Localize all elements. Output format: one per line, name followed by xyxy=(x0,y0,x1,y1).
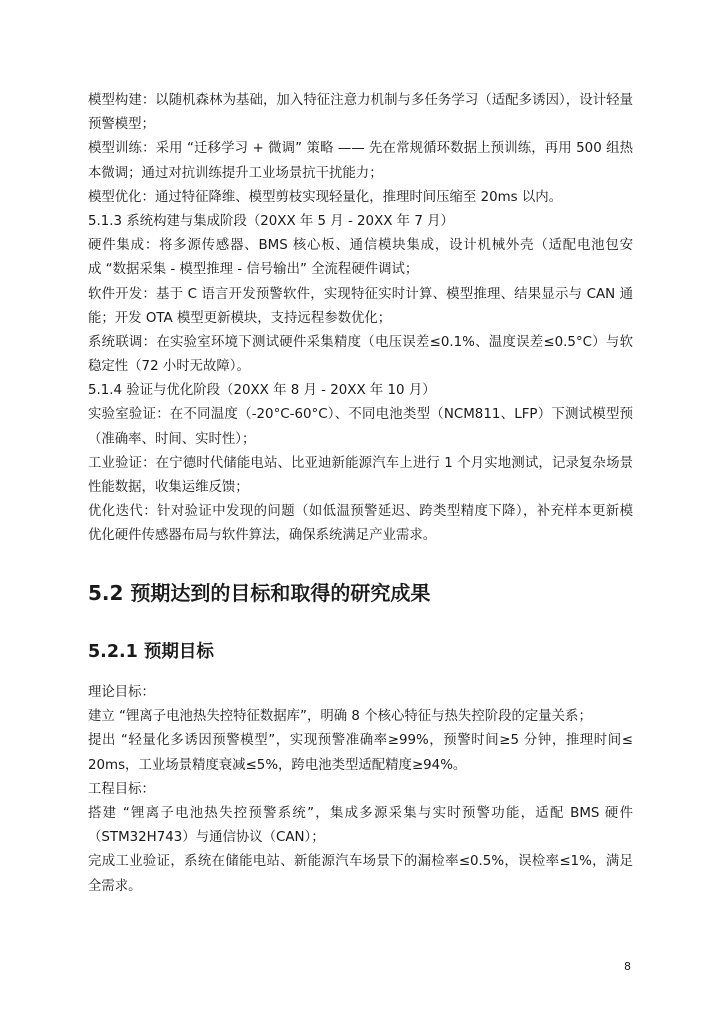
text-line: 能；开发 OTA 模型更新模块，支持远程参数优化； xyxy=(88,310,392,326)
text-line: 预警模型； xyxy=(88,117,155,133)
text-line: 成 “数据采集 - 模型推理 - 信号输出” 全流程硬件调试； xyxy=(88,262,419,278)
text-line: 20ms，工业场景精度衰减≤5%，跨电池类型适配精度≥94%。 xyxy=(88,757,467,773)
text-line: 搭建 “锂离子电池热失控预警系统”，集成多源采集与实时预警功能，适配 BMS 硬件 xyxy=(88,805,633,821)
text-line: （STM32H743）与通信协议（CAN）； xyxy=(88,830,325,846)
text-line: 硬件集成：将多源传感器、BMS 核心板、通信模块集成，设计机械外壳（适配电池包安 xyxy=(88,238,633,254)
text-line: 5.1.3 系统构建与集成阶段（20XX 年 5 月 - 20XX 年 7 月） xyxy=(88,213,454,229)
heading-5-2: 5.2 预期达到的目标和取得的研究成果 xyxy=(88,581,431,605)
text-line: 性能数据，收集运维反馈； xyxy=(88,480,249,495)
text-line: 全需求。 xyxy=(88,878,142,894)
text-line: 软件开发：基于 C 语言开发预警软件，实现特征实时计算、模型推理、结果显示与 CAN 通 xyxy=(88,286,633,302)
text-line: 模型优化：通过特征降维、模型剪枝实现轻量化，推理时间压缩至 20ms 以内。 xyxy=(88,189,563,205)
text-line: 系统联调：在实验室环境下测试硬件采集精度（电压误差≤0.1%、温度误差≤0.5°C）与软 xyxy=(88,334,633,350)
text-line: 工业验证：在宁德时代储能电站、比亚迪新能源汽车上进行 1 个月实地测试，记录复杂场景 xyxy=(88,455,633,471)
text-line: 理论目标： xyxy=(88,685,155,700)
body-text-section-2 xyxy=(88,681,633,899)
text-line: 模型训练：采用 “迁移学习 + 微调” 策略 —— 先在常规循环数据上预训练，再用 500 组热 xyxy=(88,141,633,157)
text-line: 优化硬件传感器布局与软件算法，确保系统满足产业需求。 xyxy=(88,528,437,544)
text-line: 本微调；通过对抗训练提升工业场景抗干扰能力； xyxy=(88,165,383,181)
body-text-section-1 xyxy=(88,89,633,549)
text-line: 实验室验证：在不同温度（-20°C-60°C）、不同电池类型（NCM811、LFP）下测试模型预 xyxy=(88,407,633,423)
text-line: 5.1.4 验证与优化阶段（20XX 年 8 月 - 20XX 年 10 月） xyxy=(88,383,436,399)
text-line: 提出 “轻量化多诱因预警模型”，实现预警准确率≥99%，预警时间≥5 分钟，推理时间≤ xyxy=(88,733,633,749)
heading-5-2-1: 5.2.1 预期目标 xyxy=(88,642,214,662)
text-line: 完成工业验证，系统在储能电站、新能源汽车场景下的漏检率≤0.5%，误检率≤1%，满足 xyxy=(88,854,633,870)
text-line: 稳定性（72 小时无故障）。 xyxy=(88,359,250,375)
text-line: （准确率、时间、实时性）； xyxy=(88,431,256,447)
text-line: 优化迭代：针对验证中发现的问题（如低温预警延迟、跨类型精度下降），补充样本更新模 xyxy=(88,504,633,520)
text-line: 模型构建：以随机森林为基础，加入特征注意力机制与多任务学习（适配多诱因），设计轻量 xyxy=(88,93,633,108)
text-line: 工程目标： xyxy=(88,781,155,797)
text-line: 建立 “锂离子电池热失控特征数据库”，明确 8 个核心特征与热失控阶段的定量关系； xyxy=(88,709,592,725)
page-number: 8 xyxy=(624,960,631,973)
